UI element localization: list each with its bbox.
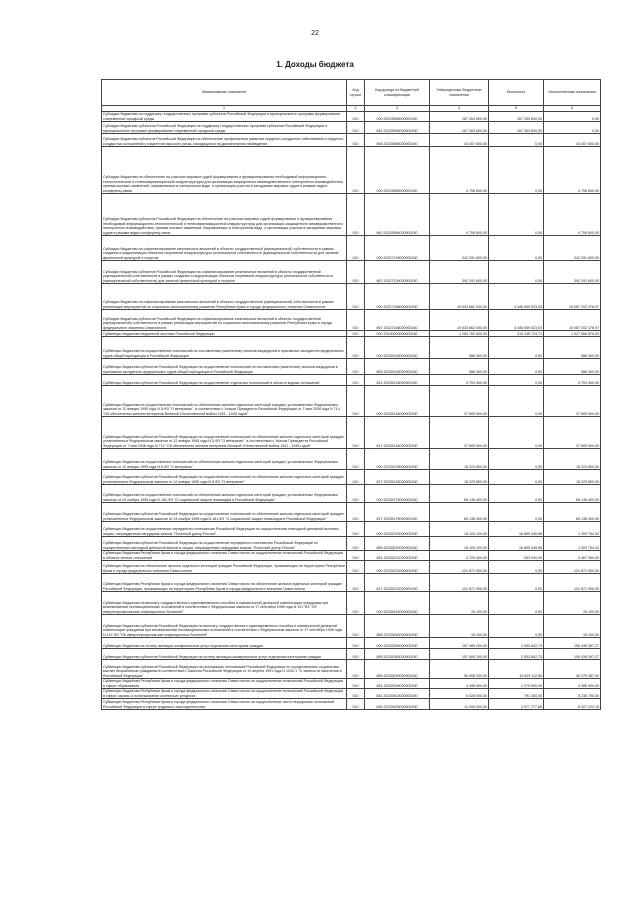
- row-approved: 167 263 600,00: [430, 122, 489, 134]
- row-name: Субвенции бюджетам Республики Крым и города федерального значения Севастополя на осуществление полномочий Российской Федерации в области лесных отношений: [102, 551, 347, 561]
- row-approved: 18 100,00: [430, 592, 489, 615]
- row-revenue-code: 000 20235250000000150: [365, 638, 430, 649]
- row-approved: 121 871 000,00: [430, 574, 489, 592]
- table-row: [102, 522, 601, 537]
- row-name: Субвенции бюджетам на осуществление переданного полномочия Российской Федерации по осуществлению ежегодной денежной выплаты лицам, награжденным нагрудным знаком "Почетный донор России": [102, 522, 347, 537]
- row-executed: 0,00: [489, 615, 544, 638]
- row-name: Субсидии бюджетам субъектов Российской Федерации на обеспечение профилактики развития сердечно-сосудистых заболеваний и сердечно-сосудистых осложнений у пациентов высокого риска, находящихся на диспансерном наблюдении: [102, 134, 347, 147]
- row-executed: 253 040,00: [489, 551, 544, 561]
- row-executed: 0,00: [489, 337, 544, 359]
- scan-mark: ·: [509, 527, 511, 533]
- table-row: [102, 112, 601, 122]
- row-revenue-code: 000 20235222000000150: [365, 561, 430, 574]
- row-executed: 0,00: [489, 147, 544, 194]
- row-name: Субвенции бюджетам субъектов Российской Федерации на осуществление переданного полномочия Российской Федерации по осуществлению ежегодной денежной выплаты лицам, награжденным нагрудным знаком "Почетный донор России": [102, 537, 347, 551]
- row-code: 010: [347, 470, 365, 485]
- row-unexecuted: 37 893 900,00: [544, 417, 601, 449]
- row-executed: 0,00: [489, 470, 544, 485]
- row-unexecuted: 15 087 202 476,97: [544, 310, 601, 331]
- table-row: [102, 236, 601, 261]
- row-revenue-code: 855 20235250020000150: [365, 649, 430, 660]
- row-unexecuted: 65 138 400,00: [544, 503, 601, 522]
- row-unexecuted: 5 236 700,00: [544, 689, 601, 699]
- row-name: Субвенции бюджетам на осуществление полномочий по составлению (изменению) списков кандидатов в присяжные заседатели федеральных судов общей юрисдикции в Российской Федерации: [102, 337, 347, 359]
- row-name: Субсидии бюджетам субъектов Российской Федерации на софинансирование капитальных вложений в объекты государственной (муниципальной) собственности в рамках реализации мероприятий по социально-экономическому развитию Республики Крым и города федерального значения Севастополя: [102, 310, 347, 331]
- row-executed: 0,00: [489, 359, 544, 375]
- row-revenue-code: 000 20227139000000150: [365, 236, 430, 261]
- row-approved: 6 028 000,00: [430, 689, 489, 699]
- table-row: [102, 679, 601, 689]
- table-row: [102, 649, 601, 660]
- row-revenue-code: 817 20235134020000150: [365, 417, 430, 449]
- row-unexecuted: 1 027 566 875,29: [544, 331, 601, 337]
- row-name: Субсидии бюджетам на софинансирование капитальных вложений в объекты государственной (муниципальной) собственности в рамках реализации мероприятий по социально-экономическому развитию Республики Крым и города федерального значения Севастополя: [102, 284, 347, 310]
- row-approved: 167 263 600,00: [430, 112, 489, 122]
- column-index: 2: [347, 106, 365, 112]
- row-unexecuted: 342 291 600,00: [544, 236, 601, 261]
- row-revenue-code: 831 20235128020000150: [365, 375, 430, 386]
- row-approved: 65 138 400,00: [430, 485, 489, 503]
- row-approved: 4 708 600,00: [430, 194, 489, 236]
- row-executed: 0,00: [489, 261, 544, 284]
- row-executed: 2 053 802,73: [489, 649, 544, 660]
- row-unexecuted: 586 300,00: [544, 359, 601, 375]
- row-code: 010: [347, 359, 365, 375]
- table-row: [102, 310, 601, 331]
- row-code: 010: [347, 112, 365, 122]
- header-unexecuted: Неисполненные назначения: [544, 80, 601, 106]
- header-name: Наименование показателя: [102, 80, 347, 106]
- row-approved: 586 300,00: [430, 337, 489, 359]
- row-unexecuted: 121 871 000,00: [544, 561, 601, 574]
- column-index: 4: [430, 106, 489, 112]
- row-code: 010: [347, 679, 365, 689]
- row-unexecuted: 18 100,00: [544, 615, 601, 638]
- table-body: [102, 112, 601, 710]
- scan-mark: ·: [370, 452, 372, 458]
- row-revenue-code: 855 20235240020000150: [365, 615, 430, 638]
- row-revenue-code: 806 20225586020000150: [365, 134, 430, 147]
- row-executed: 0,00: [489, 592, 544, 615]
- row-revenue-code: 817 20235176020000150: [365, 503, 430, 522]
- row-name: Субвенции бюджетам субъектов Российской Федерации на осуществление полномочий по обеспечению жильем отдельных категорий граждан, установленных Федеральным законом от 24 ноября 1995 года N 181-ФЗ "О социальной защите инвалидов в Российской Федерации": [102, 503, 347, 522]
- row-revenue-code: 831 20235402020000150: [365, 689, 430, 699]
- table-row: [102, 337, 601, 359]
- row-code: 010: [347, 331, 365, 337]
- table-row: [102, 485, 601, 503]
- row-approved: 157 489 200,00: [430, 638, 489, 649]
- row-unexecuted: 8 927 222,15: [544, 699, 601, 710]
- row-name: Субвенции бюджетам Республики Крым и города федерального значения Севастополя на осуществление части переданных полномочий Российской Федерации в сфере трудового законодательства: [102, 699, 347, 710]
- row-executed: 791 300,00: [489, 689, 544, 699]
- row-revenue-code: 855 20235290020000150: [365, 660, 430, 679]
- table-row: [102, 689, 601, 699]
- table-row: [102, 537, 601, 551]
- header-approved: Утвержденные бюджетные назначения: [430, 80, 489, 106]
- row-code: 010: [347, 660, 365, 679]
- row-name: Субвенции бюджетам на выплату государственного единовременного пособия и ежемесячной денежной компенсации гражданам при возникновении поствакцинальных осложнений в соответствии с Федеральным законом от 17 сентября 1998 года N 157-ФЗ "Об иммунопрофилактике инфекционных болезней": [102, 592, 347, 615]
- row-executed: 233 135 724,71: [489, 331, 544, 337]
- row-approved: 586 300,00: [430, 359, 489, 375]
- row-approved: 18 223 800,00: [430, 470, 489, 485]
- table-row: [102, 470, 601, 485]
- row-name: Субвенции бюджетам на осуществление полномочий по обеспечению жильем отдельных категорий граждан, установленных Федеральным законом от 12 января 1995 года N 5-ФЗ "О ветеранах", в соответствии с Указом Президента Российской Федерации от 7 мая 2008 года N 714 "Об обеспечении жильем ветеранов Великой Отечественной войны 1941 - 1945 годов": [102, 386, 347, 417]
- row-code: 010: [347, 449, 365, 470]
- row-name: Субвенции бюджетам Республики Крым и города федерального значения Севастополя на осуществление полномочий Российской Федерации в сфере охраны и использования охотничьих ресурсов: [102, 689, 347, 699]
- row-name: Субсидии бюджетам субъектов Российской Федерации на софинансирование капитальных вложений в объекты государственной (муниципальной) собственности в рамках создания и модернизации объектов спортивной инфраструктуры региональной собственности (муниципальной собственности) для занятий физической культурой и спортом: [102, 261, 347, 284]
- row-executed: 4 446 659 523,03: [489, 310, 544, 331]
- row-unexecuted: 4 708 600,00: [544, 194, 601, 236]
- row-approved: 19 533 862 000,00: [430, 310, 489, 331]
- row-approved: 157 489 200,00: [430, 649, 489, 660]
- row-approved: 4 456 900,00: [430, 679, 489, 689]
- row-revenue-code: 855 20235220020000150: [365, 537, 430, 551]
- table-row: [102, 574, 601, 592]
- table-row: [102, 638, 601, 649]
- row-name: Субвенции бюджетам бюджетной системы Российской Федерации: [102, 331, 347, 337]
- table-row: [102, 615, 601, 638]
- row-name: Субвенции бюджетам субъектов Российской Федерации на осуществление полномочий по обеспечению жильем отдельных категорий граждан, установленных Федеральным законом от 12 января 1995 года N 5-ФЗ "О ветеранах", в соответствии с Указом Президента Российской Федерации от 7 мая 2008 года N 714 "Об обеспечении жильем ветеранов Великой Отечественной войны 1941 - 1945 годов": [102, 417, 347, 449]
- row-executed: 0,00: [489, 417, 544, 449]
- table-row: [102, 134, 601, 147]
- row-revenue-code: 831 20235399020000150: [365, 679, 430, 689]
- row-name: Субвенции бюджетам субъектов Российской Федерации на осуществление отдельных полномочий в области водных отношений: [102, 375, 347, 386]
- row-unexecuted: 1 203 754,42: [544, 522, 601, 537]
- row-unexecuted: 43 007 600,00: [544, 134, 601, 147]
- row-unexecuted: 3 704 400,00: [544, 375, 601, 386]
- row-executed: 16 899 345,58: [489, 522, 544, 537]
- table-row: [102, 699, 601, 710]
- row-revenue-code: 840 20225589020000150: [365, 194, 430, 236]
- row-code: 010: [347, 337, 365, 359]
- row-approved: 342 291 600,00: [430, 236, 489, 261]
- row-unexecuted: 586 300,00: [544, 337, 601, 359]
- row-name: Субвенции бюджетам на оплату жилищно-коммунальных услуг отдельным категориям граждан: [102, 638, 347, 649]
- row-unexecuted: 0,00: [544, 112, 601, 122]
- row-name: Субвенции бюджетам на осуществление полномочий по обеспечению жильем отдельных категорий граждан, установленных Федеральным законом от 24 ноября 1995 года N 181-ФЗ "О социальной защите инвалидов в Российской Федерации": [102, 485, 347, 503]
- row-unexecuted: 18 223 800,00: [544, 449, 601, 470]
- table-row: [102, 261, 601, 284]
- row-approved: 65 138 400,00: [430, 503, 489, 522]
- row-executed: 0,00: [489, 449, 544, 470]
- table-row: [102, 284, 601, 310]
- row-unexecuted: 342 291 600,00: [544, 261, 601, 284]
- table-row: [102, 503, 601, 522]
- row-executed: 4 446 659 523,03: [489, 284, 544, 310]
- row-executed: 0,00: [489, 561, 544, 574]
- row-revenue-code: 000 20235240000000150: [365, 592, 430, 615]
- row-revenue-code: 842 20225555020000150: [365, 122, 430, 134]
- row-approved: 37 893 900,00: [430, 417, 489, 449]
- row-code: 010: [347, 134, 365, 147]
- row-revenue-code: 000 20225555000000150: [365, 112, 430, 122]
- row-executed: 1 070 000,00: [489, 679, 544, 689]
- row-revenue-code: 000 20235134000000150: [365, 386, 430, 417]
- row-approved: 18 103 100,00: [430, 522, 489, 537]
- row-revenue-code: 000 20230000000000150: [365, 331, 430, 337]
- row-code: 010: [347, 417, 365, 449]
- table-row: [102, 592, 601, 615]
- column-index: 3: [365, 106, 430, 112]
- row-name: Субсидии бюджетам на софинансирование капитальных вложений в объекты государственной (муниципальной) собственности в рамках создания и модернизации объектов спортивной инфраструктуры региональной собственности (муниципальной собственности) для занятий физической культурой и спортом: [102, 236, 347, 261]
- row-revenue-code: 863 20235120020000150: [365, 359, 430, 375]
- row-executed: 16 899 345,58: [489, 537, 544, 551]
- header-executed: Исполнено: [489, 80, 544, 106]
- table-row: [102, 551, 601, 561]
- row-revenue-code: 835 20235435020000150: [365, 699, 430, 710]
- row-name: Субвенции бюджетам на осуществление полномочий по обеспечению жильем отдельных категорий граждан, установленных Федеральным законом от 12 января 1995 года N 5-ФЗ "О ветеранах": [102, 449, 347, 470]
- row-approved: 19 533 862 000,00: [430, 284, 489, 310]
- row-code: 010: [347, 284, 365, 310]
- row-name: Субвенции бюджетам Республики Крым и города федерального значения Севастополя на обеспечение жильем отдельных категорий граждан Российской Федерации, проживающих на территориях Республики Крым и города федерального значения Севастополя: [102, 574, 347, 592]
- budget-revenue-table: [101, 79, 601, 710]
- row-revenue-code: 831 20235221020000150: [365, 551, 430, 561]
- row-executed: 2 053 802,73: [489, 638, 544, 649]
- row-code: 010: [347, 551, 365, 561]
- column-index: 5: [489, 106, 544, 112]
- table-row: [102, 660, 601, 679]
- table-row: [102, 449, 601, 470]
- row-unexecuted: 0,00: [544, 122, 601, 134]
- row-executed: 10 629 112,50: [489, 660, 544, 679]
- row-executed: 0,00: [489, 375, 544, 386]
- table-header-row: [102, 80, 601, 106]
- row-code: 010: [347, 375, 365, 386]
- table-row: [102, 375, 601, 386]
- row-unexecuted: 18 100,00: [544, 592, 601, 615]
- row-executed: 2 077 777,85: [489, 699, 544, 710]
- row-revenue-code: 000 20235176000000150: [365, 485, 430, 503]
- row-revenue-code: 000 20235135000000150: [365, 449, 430, 470]
- row-code: 010: [347, 638, 365, 649]
- row-approved: 1 260 762 600,00: [430, 331, 489, 337]
- row-approved: 18 103 100,00: [430, 537, 489, 551]
- row-name: Субсидии бюджетам субъектов Российской Федерации на обеспечение на участках мировых судей формирования и функционирования необходимой информационно-технологической и телекоммуникационной инфраструктуры для организации защищенного межведомственного электронного взаимодействия, приема исковых заявлений, направляемых в электронном виде, и организации участия в заседаниях мировых судов в режиме видео-конференц-связи: [102, 194, 347, 236]
- row-executed: 167 263 600,00: [489, 112, 544, 122]
- row-approved: 342 291 600,00: [430, 261, 489, 284]
- row-code: 010: [347, 236, 365, 261]
- row-unexecuted: 18 223 800,00: [544, 470, 601, 485]
- row-unexecuted: 121 871 000,00: [544, 574, 601, 592]
- row-code: 010: [347, 194, 365, 236]
- scan-mark: ·: [367, 416, 369, 422]
- table-row: [102, 561, 601, 574]
- header-kd: Код дохода по бюджетной классификации: [365, 80, 430, 106]
- row-approved: 121 871 000,00: [430, 561, 489, 574]
- row-name: Субвенции бюджетам субъектов Российской Федерации на выплату государственного единовременного пособия и ежемесячной денежной компенсации гражданам при возникновении поствакцинальных осложнений в соответствии с Федеральным законом от 17 сентября 1998 года N 157-ФЗ "Об иммунопрофилактике инфекционных болезней": [102, 615, 347, 638]
- table-row: [102, 147, 601, 194]
- row-code: 010: [347, 386, 365, 417]
- row-name: Субсидии бюджетам на обеспечение на участках мировых судей формирования и функционирования необходимой информационно-технологической и телекоммуникационной инфраструктуры для организации защищенного межведомственного электронного взаимодействия, приема исковых заявлений, направляемых в электронном виде, и организации участия в заседаниях мировых судов в режиме видео-конференц-связи: [102, 147, 347, 194]
- row-revenue-code: 000 20235120000000150: [365, 337, 430, 359]
- table-row: [102, 417, 601, 449]
- row-executed: 0,00: [489, 503, 544, 522]
- table-row: [102, 122, 601, 134]
- row-executed: 0,00: [489, 236, 544, 261]
- row-code: 010: [347, 522, 365, 537]
- table-row: [102, 359, 601, 375]
- row-revenue-code: 000 20225589000000150: [365, 147, 430, 194]
- row-code: 010: [347, 561, 365, 574]
- column-index: 1: [102, 106, 347, 112]
- row-unexecuted: 15 087 202 476,97: [544, 284, 601, 310]
- page-number: 22: [311, 30, 319, 37]
- row-name: Субсидии бюджетам субъектов Российской Федерации на поддержку государственных программ субъектов Российской Федерации и муниципальных программ формирования современной городской среды: [102, 122, 347, 134]
- row-code: 010: [347, 574, 365, 592]
- row-approved: 3 704 400,00: [430, 375, 489, 386]
- row-executed: 0,00: [489, 574, 544, 592]
- row-code: 010: [347, 649, 365, 660]
- row-code: 010: [347, 537, 365, 551]
- row-executed: 0,00: [489, 194, 544, 236]
- row-unexecuted: 155 435 397,27: [544, 649, 601, 660]
- header-code: Код строки: [347, 80, 365, 106]
- column-index: 6: [544, 106, 601, 112]
- row-revenue-code: 867 20227168020000150: [365, 310, 430, 331]
- row-executed: 167 263 600,00: [489, 122, 544, 134]
- row-revenue-code: 817 20235222020000150: [365, 574, 430, 592]
- row-name: Субвенции бюджетам субъектов Российской Федерации на оплату жилищно-коммунальных услуг отдельным категориям граждан: [102, 649, 347, 660]
- row-code: 010: [347, 310, 365, 331]
- row-name: Субвенции бюджетам субъектов Российской Федерации на реализацию полномочий Российской Федерации по осуществлению социальных выплат безработным гражданам в соответствии с Законом Российской Федерации от 19 апреля 1991 года N 1032-1 "О занятости населения в Российской Федерации": [102, 660, 347, 679]
- row-executed: 0,00: [489, 386, 544, 417]
- row-code: 010: [347, 261, 365, 284]
- row-name: Субвенции бюджетам Республики Крым и города федерального значения Севастополя на осуществление полномочий Российской Федерации в сфере образования: [102, 679, 347, 689]
- row-name: Субсидии бюджетам на поддержку государственных программ субъектов Российской Федерации и муниципальных программ формирования современной городской среды: [102, 112, 347, 122]
- row-approved: 50 908 200,00: [430, 660, 489, 679]
- row-revenue-code: 817 20235135020000150: [365, 470, 430, 485]
- row-approved: 37 893 900,00: [430, 386, 489, 417]
- row-approved: 11 005 000,00: [430, 699, 489, 710]
- row-approved: 18 223 800,00: [430, 449, 489, 470]
- row-unexecuted: 4 708 600,00: [544, 147, 601, 194]
- row-code: 010: [347, 689, 365, 699]
- table-row: [102, 386, 601, 417]
- row-approved: 3 720 400,00: [430, 551, 489, 561]
- row-unexecuted: 40 279 087,50: [544, 660, 601, 679]
- row-code: 010: [347, 615, 365, 638]
- row-name: Субвенции бюджетам субъектов Российской Федерации на осуществление полномочий по составлению (изменению) списков кандидатов в присяжные заседатели федеральных судов общей юрисдикции в Российской Федерации: [102, 359, 347, 375]
- row-approved: 18 100,00: [430, 615, 489, 638]
- row-unexecuted: 3 467 360,00: [544, 551, 601, 561]
- row-unexecuted: 1 203 754,42: [544, 537, 601, 551]
- row-revenue-code: 000 20235220000000150: [365, 522, 430, 537]
- section-title: 1. Доходы бюджета: [276, 60, 354, 69]
- row-unexecuted: 3 386 900,00: [544, 679, 601, 689]
- row-unexecuted: 65 138 400,00: [544, 485, 601, 503]
- row-code: 010: [347, 592, 365, 615]
- row-executed: 0,00: [489, 485, 544, 503]
- row-approved: 4 708 600,00: [430, 147, 489, 194]
- row-name: Субвенции бюджетам субъектов Российской Федерации на осуществление полномочий по обеспечению жильем отдельных категорий граждан, установленных Федеральным законом от 12 января 1995 года N 5-ФЗ "О ветеранах": [102, 470, 347, 485]
- row-code: 010: [347, 485, 365, 503]
- row-code: 010: [347, 147, 365, 194]
- row-code: 010: [347, 503, 365, 522]
- table-row: [102, 194, 601, 236]
- row-revenue-code: 000 20227168000000150: [365, 284, 430, 310]
- row-unexecuted: 37 893 900,00: [544, 386, 601, 417]
- row-code: 010: [347, 699, 365, 710]
- row-approved: 43 007 600,00: [430, 134, 489, 147]
- row-executed: 0,00: [489, 134, 544, 147]
- row-revenue-code: 867 20227139020000150: [365, 261, 430, 284]
- row-code: 010: [347, 122, 365, 134]
- row-unexecuted: 155 435 397,27: [544, 638, 601, 649]
- row-name: Субвенции бюджетам на обеспечение жильем отдельных категорий граждан Российской Федерации, проживающих на территориях Республики Крым и города федерального значения Севастополя: [102, 561, 347, 574]
